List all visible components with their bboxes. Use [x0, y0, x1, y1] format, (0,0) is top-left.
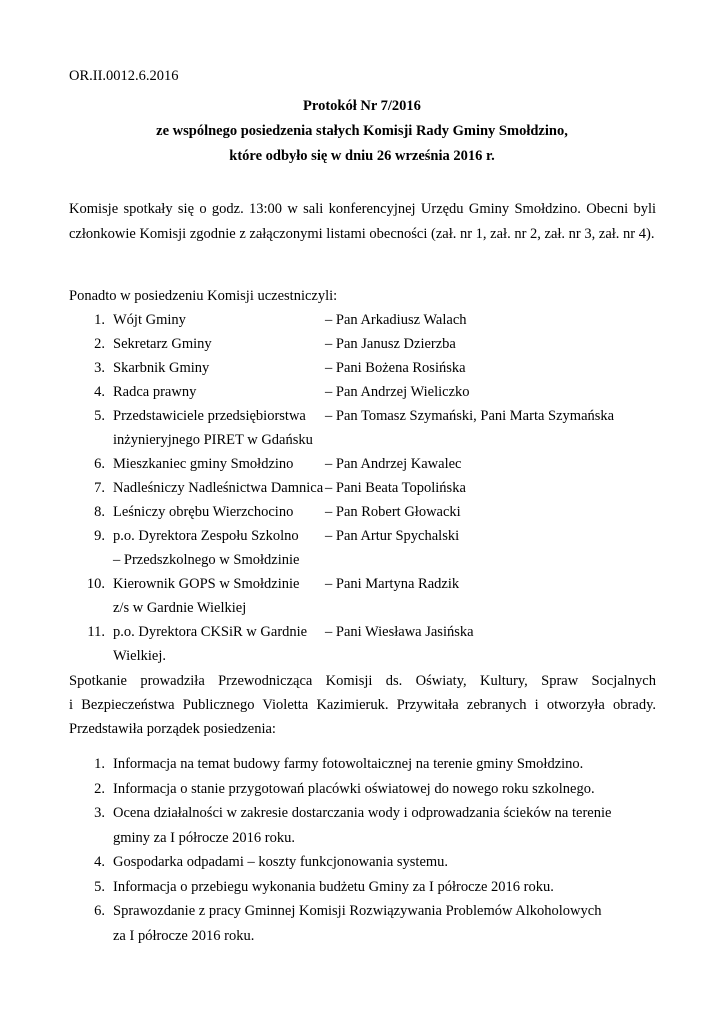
participant-row — [69, 476, 669, 500]
role-line: Przedstawiciele przedsiębiorstwa — [113, 408, 306, 424]
agenda-line: gminy za I półrocze 2016 roku. — [113, 829, 296, 846]
participants-list — [69, 308, 669, 668]
role-line: p.o. Dyrektora Zespołu Szkolno — [113, 528, 299, 544]
participant-role — [113, 332, 325, 356]
participant-number: 11. — [87, 624, 105, 640]
agenda-text — [113, 777, 656, 802]
participant-number: 5. — [94, 408, 105, 424]
participant-role — [113, 620, 325, 668]
participant-name: – Pan Robert Głowacki — [325, 504, 461, 520]
document-reference: OR.II.0012.6.2016 — [69, 68, 179, 84]
participant-row — [69, 452, 669, 476]
participant-row — [69, 404, 669, 452]
role-line: inżynieryjnego PIRET w Gdańsku — [113, 432, 313, 448]
agenda-text — [113, 899, 656, 948]
role-line: Nadleśniczy Nadleśnictwa Damnica — [113, 480, 324, 496]
participant-role — [113, 380, 325, 404]
participant-role — [113, 476, 325, 500]
participant-row — [69, 332, 669, 356]
agenda-number: 3. — [94, 805, 105, 821]
agenda-line: Ocena działalności w zakresie dostarczania wody i odprowadzania ścieków na terenie — [113, 805, 612, 821]
participant-row — [69, 524, 669, 572]
document-title — [0, 94, 724, 169]
agenda-list — [69, 752, 656, 948]
agenda-item — [69, 752, 656, 777]
participant-number: 2. — [94, 336, 105, 352]
participant-name: – Pani Wiesława Jasińska — [325, 624, 474, 640]
participant-name: – Pan Andrzej Wieliczko — [325, 384, 470, 400]
title-line: które odbyło się w dniu 26 września 2016 r. — [229, 148, 495, 164]
role-line: Sekretarz Gminy — [113, 336, 212, 352]
participant-name: – Pan Andrzej Kawalec — [325, 456, 462, 472]
meeting-summary — [69, 669, 656, 741]
role-line: Wójt Gminy — [113, 312, 186, 328]
role-line: Mieszkaniec gminy Smołdzino — [113, 456, 294, 472]
agenda-line: Informacja o stanie przygotowań placówki oświatowej do nowego roku szkolnego. — [113, 780, 595, 797]
participant-number: 4. — [94, 384, 105, 400]
participant-number: 3. — [94, 360, 105, 376]
role-line: Skarbnik Gminy — [113, 360, 210, 376]
agenda-item — [69, 899, 656, 948]
agenda-number: 4. — [94, 854, 105, 870]
participant-row — [69, 500, 669, 524]
agenda-number: 6. — [94, 903, 105, 919]
role-line: Kierownik GOPS w Smołdzinie — [113, 576, 300, 592]
participant-number: 9. — [94, 528, 105, 544]
title-line: Protokół Nr 7/2016 — [303, 98, 421, 114]
participant-name: – Pan Arkadiusz Walach — [325, 312, 467, 328]
participant-row — [69, 356, 669, 380]
participant-number: 10. — [86, 576, 105, 592]
participants-heading: Ponadto w posiedzeniu Komisji uczestniczyli: — [69, 288, 338, 304]
participant-role — [113, 356, 325, 380]
agenda-number: 1. — [94, 756, 105, 772]
role-line: – Przedszkolnego w Smołdzinie — [113, 552, 300, 568]
participant-number: 1. — [94, 312, 105, 328]
participant-number: 6. — [94, 456, 105, 472]
agenda-number: 5. — [94, 878, 105, 895]
agenda-line: Sprawozdanie z pracy Gminnej Komisji Rozwiązywania Problemów Alkoholowych — [113, 903, 602, 919]
participant-name: – Pan Artur Spychalski — [325, 528, 460, 544]
agenda-text — [113, 752, 656, 777]
summary-line: i Bezpieczeństwa Publicznego Violetta Kazimieruk. Przywitała zebranych i otworzyła obrady. — [69, 697, 656, 713]
agenda-text — [113, 801, 656, 850]
agenda-line: Informacja o przebiegu wykonania budżetu Gminy za I półrocze 2016 roku. — [113, 878, 554, 895]
participant-name: – Pani Martyna Radzik — [325, 576, 460, 592]
role-line: Wielkiej. — [113, 648, 166, 664]
agenda-item — [69, 850, 656, 875]
participant-name: – Pani Beata Topolińska — [325, 480, 466, 496]
summary-line: Spotkanie prowadziła Przewodnicząca Komisji ds. Oświaty, Kultury, Spraw Socjalnych — [69, 673, 656, 689]
participant-name: – Pan Janusz Dzierzba — [325, 336, 456, 352]
participant-row — [69, 380, 669, 404]
role-line: Leśniczy obrębu Wierzchocino — [113, 504, 294, 520]
agenda-item — [69, 777, 656, 802]
participant-role — [113, 524, 325, 572]
participant-row — [69, 572, 669, 620]
role-line: p.o. Dyrektora CKSiR w Gardnie — [113, 624, 308, 640]
participant-row — [69, 308, 669, 332]
summary-line: Przedstawiła porządek posiedzenia: — [69, 721, 276, 737]
agenda-text — [113, 850, 656, 875]
agenda-number: 2. — [94, 780, 105, 797]
intro-paragraph: Komisje spotkały się o godz. 13:00 w sali konferencyjnej Urzędu Gminy Smołdzino. Obecni byli członkowie Komisji zgodnie z załączonymi listami obecności (zał. nr 1, zał. nr 2, zał. nr 3, zał. nr 4). — [69, 201, 656, 242]
participant-role — [113, 308, 325, 332]
agenda-line: Gospodarka odpadami – koszty funkcjonowania systemu. — [113, 854, 449, 870]
agenda-item — [69, 801, 656, 850]
participant-row — [69, 620, 669, 668]
participant-role — [113, 404, 325, 452]
title-line: ze wspólnego posiedzenia stałych Komisji Rady Gminy Smołdzino, — [156, 123, 568, 139]
participant-role — [113, 500, 325, 524]
agenda-line: Informacja na temat budowy farmy fotowoltaicznej na terenie gminy Smołdzino. — [113, 756, 584, 772]
participant-name: – Pan Tomasz Szymański, Pani Marta Szymańska — [325, 408, 615, 424]
participant-role — [113, 572, 325, 620]
agenda-text — [113, 875, 656, 900]
participant-role — [113, 452, 325, 476]
participant-number: 7. — [94, 480, 105, 496]
participant-number: 8. — [94, 504, 105, 520]
participant-name: – Pani Bożena Rosińska — [325, 360, 466, 376]
role-line: Radca prawny — [113, 384, 197, 400]
agenda-line: za I półrocze 2016 roku. — [113, 927, 255, 944]
agenda-item — [69, 875, 656, 900]
role-line: z/s w Gardnie Wielkiej — [113, 600, 247, 616]
